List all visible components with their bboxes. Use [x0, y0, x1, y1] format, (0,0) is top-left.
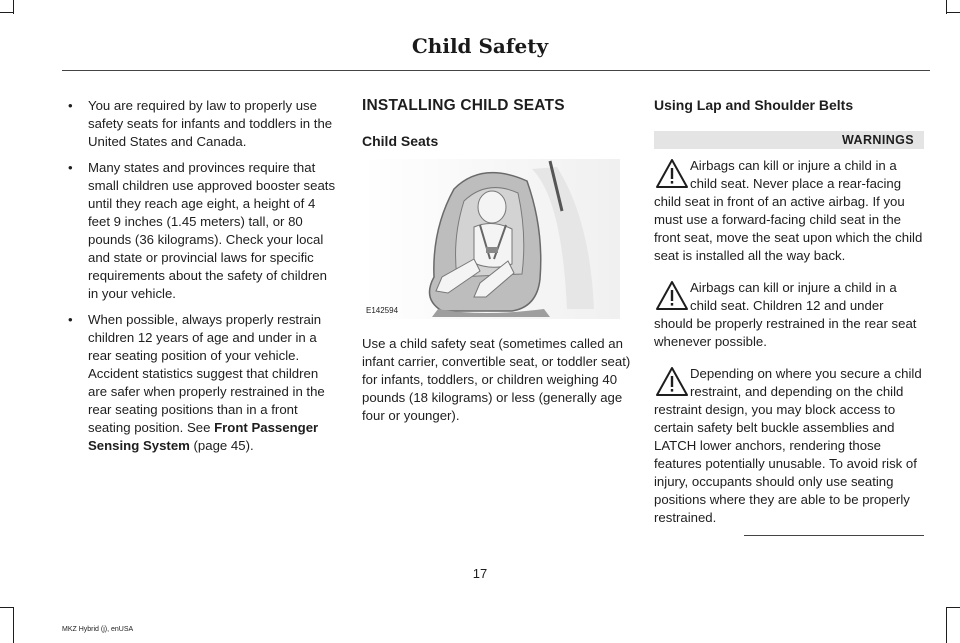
- crop-mark: [946, 607, 947, 643]
- crop-mark: [946, 0, 947, 14]
- figure-code: E142594: [366, 306, 399, 315]
- section-title: INSTALLING CHILD SEATS: [362, 97, 565, 114]
- warning-item: Depending on where you secure a child restraint, and depending on the child restraint design, you may block access to certain safety belt buckle assemblies and LATCH lower anchors, rendering those features potentially unusable. To avoid risk of injury, occupants should only use seating positions where they are able to be properly restrained.: [654, 366, 922, 525]
- crop-mark: [0, 607, 14, 608]
- crop-mark: [0, 12, 14, 13]
- section-heading: Using Lap and Shoulder Belts: [654, 97, 854, 113]
- warnings-end-rule: [744, 535, 924, 536]
- list-item: • When possible, always properly restrain children 12 years of age and under in a rear seating position of your vehicle. Accident statistics suggest that children are safer when properly restrained in the rear seating positions than in a front seating position. See Front Passenger Sensing System (page 45).: [68, 312, 325, 453]
- list-item: • You are required by law to properly use safety seats for infants and toddlers in the United States and Canada.: [68, 98, 333, 149]
- subsection-title: Child Seats: [362, 133, 439, 149]
- footer-text: MKZ Hybrid (j), enUSA: [62, 626, 134, 633]
- paragraph: Use a child safety seat (sometimes called an infant carrier, convertible seat, or toddler seat) for infants, toddlers, or children weighing 40 pounds (18 kilograms) or less (generally age four or younger).: [362, 336, 631, 423]
- crop-mark: [13, 607, 14, 643]
- middle-column: [362, 97, 632, 425]
- page-title: Child Safety: [411, 34, 549, 58]
- right-column: [654, 97, 924, 536]
- bullet-list: [62, 97, 340, 455]
- child-seat-drawing: [362, 159, 620, 319]
- warning-triangle-icon: [654, 279, 690, 315]
- header-rule: [62, 70, 930, 71]
- warning-item: Airbags can kill or injure a child in a child seat. Never place a rear-facing child seat in front of an active airbag. If you must use a forward-facing child seat in the front seat, move the seat upon which the child seat is installed all the way back.: [654, 158, 923, 263]
- list-item: • Many states and provinces require that small children use approved booster seats until they reach age eight, a height of 4 feet 9 inches (1.45 meters) tall, or 80 pounds (36 kilograms). Check your local and state or provincial laws for specific requirements about the safety of children in your vehicle.: [68, 160, 336, 301]
- cross-reference-link[interactable]: Front Passenger Sensing System: [88, 420, 319, 453]
- crop-mark: [946, 607, 960, 608]
- warning-item: Airbags can kill or injure a child in a child seat. Children 12 and under should be properly restrained in the rear seat whenever possible.: [654, 280, 917, 349]
- left-column: [62, 97, 340, 463]
- crop-mark: [13, 0, 14, 14]
- warning-triangle-icon: [654, 157, 690, 193]
- child-seat-illustration: [362, 159, 620, 319]
- warnings-header: WARNINGS: [654, 131, 924, 149]
- page-number: 17: [472, 566, 488, 581]
- warning-triangle-icon: [654, 365, 690, 401]
- crop-mark: [946, 12, 960, 13]
